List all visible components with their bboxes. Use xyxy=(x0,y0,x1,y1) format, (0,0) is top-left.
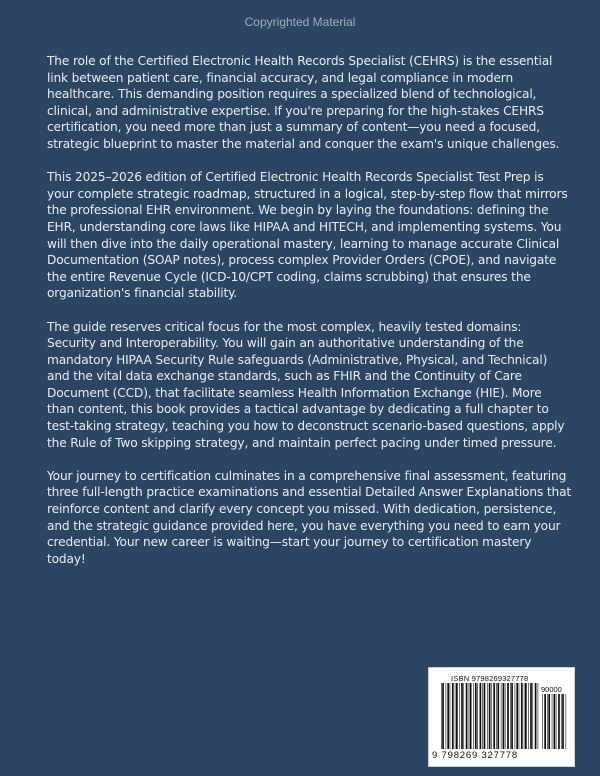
ean-barcode-bars xyxy=(441,683,539,749)
description-paragraph-4: Your journey to certification culminates in a comprehensive final assessment, featuring three full-length practice examinations and essential Detailed Answer Explanations that reinforce content and clarify every concept you missed. With dedication, persistence, and the strategic guidance provided here, you have everything you need to earn your credential. Your new career is waiting—start your journey to certification mastery today! xyxy=(47,468,572,566)
isbn-label: ISBN 9798269327778 xyxy=(451,674,529,683)
addon-barcode-bars xyxy=(542,694,568,749)
description-paragraph-1: The role of the Certified Electronic Health Records Specialist (CEHRS) is the essential link between patient care, financial accuracy, and legal compliance in modern healthcare. This demanding position requires a specialized blend of technological, clinical, and administrative expertise. If you're preparing for the high-stakes CEHRS certification, you need more than just a summary of content—you need a focused, strategic blueprint to master the material and conquer the exam's unique challenges. xyxy=(47,54,560,151)
description-paragraph-3: The guide reserves critical focus for the most complex, heavily tested domains: Security and Interoperability. You will gain an authoritative understanding of the mandatory HIPAA Security Rule safeguards (Administrative, Physical, and Technical) and the vital data exchange standards, such as FHIR and the Continuity of Care Document (CCD), that facilitate seamless Health Information Exchange (HIE). More than content, this book provides a tactical advantage by dedicating a full chapter to test-taking strategy, teaching you how to deconstruct scenario-based questions, apply the Rule of Two skipping strategy, and maintain perfect pacing under timed pressure. xyxy=(47,319,565,450)
copyright-watermark: Copyrighted Material xyxy=(244,15,356,29)
price-code: 90000 xyxy=(541,685,562,694)
back-cover-description xyxy=(47,53,571,584)
isbn-barcode xyxy=(428,667,575,767)
isbn-digits: 9 798269 327778 xyxy=(432,750,518,761)
description-paragraph-2: This 2025–2026 edition of Certified Electronic Health Records Specialist Test Prep is your complete strategic roadmap, structured in a logical, step-by-step flow that mirrors the professional EHR environment. We begin by laying the foundations: defining the EHR, understanding core laws like HIPAA and HITECH, and implementing systems. You will then dive into the daily operational mastery, learning to manage accurate Clinical Documentation (SOAP notes), process complex Provider Orders (CPOE), and navigate the entire Revenue Cycle (ICD-10/CPT coding, claims scrubbing) that ensures the organization's financial stability. xyxy=(47,170,568,301)
